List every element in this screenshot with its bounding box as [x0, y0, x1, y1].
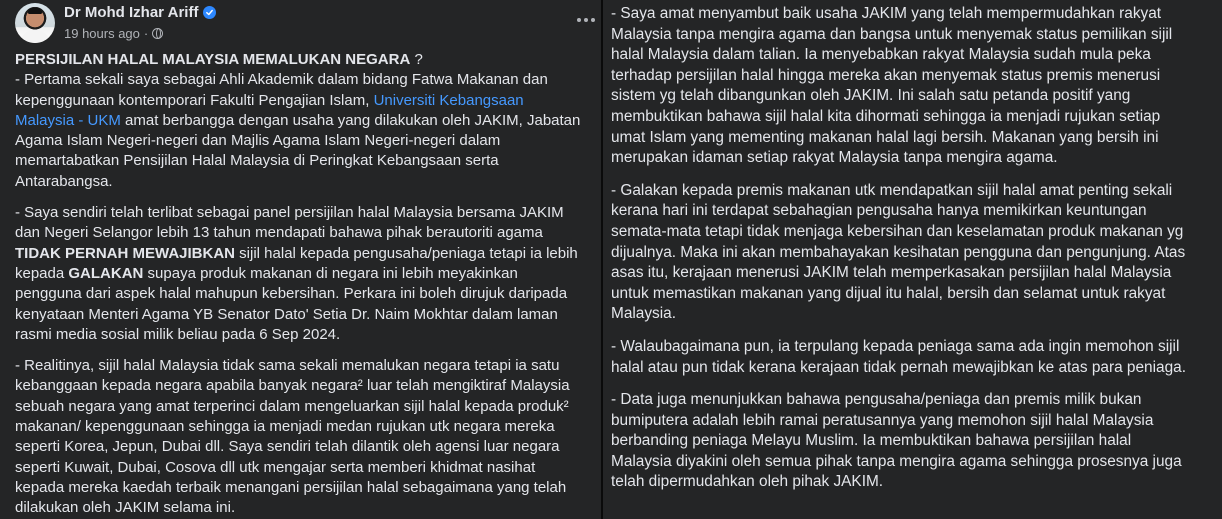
- text-line: [15, 264, 587, 284]
- text-span: kepada: [15, 264, 69, 282]
- post-timestamp[interactable]: 19 hours ago: [64, 26, 140, 41]
- more-options-icon[interactable]: [575, 12, 597, 28]
- text-line: umat Islam yang mementing makanan halal lagi bersih. Makanan yang bersih ini: [611, 128, 1159, 146]
- post-body-right: [611, 0, 1222, 493]
- text-line: berbanding peniaga Melayu Muslim. Ia membuktikan bahawa persijilan halal: [611, 432, 1132, 450]
- text-line: Antarabangsa.: [15, 172, 113, 190]
- post-title: [15, 50, 587, 70]
- text-line: kerana hari ini terdapat sebahagian pengusaha hanya memikirkan keuntungan: [611, 202, 1147, 220]
- author-avatar[interactable]: [15, 3, 55, 43]
- text-line: sistem yg telah dibangunkan oleh JAKIM. Ini salah satu petanda positif yang: [611, 87, 1131, 105]
- text-line: pengguna dari aspek halal mahupun kebersihan. Perkara ini boleh dirujuk daripada: [15, 285, 568, 303]
- text-line: merupakan idaman setiap rakyat Malaysia tanpa mengira agama.: [611, 149, 1058, 167]
- text-line: - Saya amat menyambut baik usaha JAKIM yang telah mempermudahkan rakyat: [611, 5, 1162, 22]
- text-line: makanan/ kepenggunaan sehingga ia menjadi medan rujukan utk negara mereka: [15, 418, 555, 436]
- text-line: Malaysia tanpa mengira agama dan bangsa untuk menyemak status pemilikan sijil: [611, 25, 1173, 43]
- author-name[interactable]: Dr Mohd Izhar Ariff: [64, 4, 199, 21]
- ukm-link[interactable]: Universiti Kebangsaan: [373, 91, 524, 109]
- text-line: dijualnya. Maka ini akan membahayakan kesihatan pengguna dan pengunjung. Atas: [611, 243, 1186, 261]
- text-line: untuk memastikan makanan yang dijual itu halal, bersih dan selamat untuk rakyat: [611, 284, 1166, 302]
- bold-emphasis: GALAKAN: [68, 264, 144, 282]
- text-line: memartabatkan Pensijilan Halal Malaysia di Peringkat Kebangsaan serta: [15, 152, 499, 170]
- text-line: Agama Islam Negeri-negeri dan Majlis Agama Islam Negeri-negeri dalam: [15, 132, 501, 150]
- text-line: - Realitinya, sijil halal Malaysia tidak sama sekali memalukan negara tetapi ia satu: [15, 357, 560, 375]
- text-line: dilakukan oleh JAKIM selama ini.: [15, 499, 236, 517]
- text-line: Malaysia.: [611, 305, 677, 323]
- ukm-link-cont[interactable]: Malaysia - UKM: [15, 111, 121, 129]
- text-span: supaya produk makanan di negara ini lebih meyakinkan: [143, 264, 518, 282]
- text-line: asas itu, kerajaan menerusi JAKIM telah memperkasakan persijilan halal Malaysia: [611, 264, 1172, 282]
- text-line: halal atau pun tidak kerana kerajaan tidak pernah mewajibkan ke atas para peniaga.: [611, 358, 1186, 376]
- text-line: kepada mereka kaedah terbaik menangani persijilan halal sebagaimana yang telah: [15, 478, 567, 496]
- text-span: amat berbangga dengan usaha yang dilakukan oleh JAKIM, Jabatan: [120, 111, 581, 129]
- text-span: kepenggunaan kontemporari Fakulti Pengajian Islam,: [15, 91, 374, 109]
- avatar-shoulders: [20, 30, 50, 43]
- text-line: - Saya sendiri telah terlibat sebagai panel persijilan halal Malaysia bersama JAKIM: [15, 204, 564, 222]
- text-line: [15, 91, 587, 111]
- text-line: membuktikan bahawa sijil halal kita dihormati sehingga ia menjadi rujukan setiap: [611, 107, 1161, 125]
- dot-separator: ·: [143, 26, 149, 41]
- text-line: sebuah negara yang amat terperinci dalam mengeluarkan sijil halal kepada produk²: [15, 397, 569, 415]
- post-meta: [64, 26, 163, 41]
- post-title-text: PERSIJILAN HALAL MALAYSIA MEMALUKAN NEGARA: [15, 51, 411, 68]
- text-line: - Galakan kepada premis makanan utk mendapatkan sijil halal amat penting sekali: [611, 181, 1173, 199]
- post-left-panel: [0, 0, 601, 519]
- text-line: Malaysia diyakini oleh semua pihak tanpa mengira agama sehingga prosesnya juga: [611, 452, 1182, 470]
- post-right-panel: [603, 0, 1222, 519]
- public-globe-icon[interactable]: [152, 28, 163, 39]
- text-line: [15, 244, 587, 264]
- text-line: - Data juga menunjukkan bahawa pengusaha/peniaga dan premis milik bukan: [611, 391, 1142, 409]
- text-line: [15, 111, 587, 131]
- text-line: seperti Kuwait, Dubai, Cosova dll utk mengajar serta memberi khidmat nasihat: [15, 458, 536, 476]
- text-line: seperti Korea, Jepun, Dubai dll. Saya sendiri telah dilantik oleh agensi luar negara: [15, 438, 560, 456]
- post-title-suffix: ?: [410, 51, 423, 68]
- post-header: [15, 0, 587, 50]
- author-line: [64, 4, 216, 21]
- text-line: - Walaubagaimana pun, ia terpulang kepada peniaga sama ada ingin memohon sijil: [611, 337, 1180, 355]
- bold-emphasis: TIDAK PERNAH MEWAJIBKAN: [15, 244, 236, 262]
- text-span: sijil halal kepada pengusaha/peniaga tetapi ia lebih: [235, 244, 578, 262]
- text-line: terhadap persijilan halal hingga mereka akan menyemak status premis menerusi: [611, 66, 1161, 84]
- text-line: kebanggaan kepada negara apabila banyak negara² luar telah mengiktiraf Malaysia: [15, 377, 570, 395]
- post-body-left: [15, 50, 587, 519]
- text-line: kenyataan Menteri Agama YB Senator Dato' Setia Dr. Naim Mokhtar dalam laman: [15, 305, 558, 323]
- text-line: semata-mata tetapi tidak menjaga kebersihan dan keselamatan produk makanan yg: [611, 222, 1184, 240]
- text-line: dan Negeri Selangor lebih 13 tahun mendapati bahawa pihak berautoriti agama: [15, 224, 543, 242]
- verified-badge-icon: [203, 6, 216, 19]
- text-line: - Pertama sekali saya sebagai Ahli Akademik dalam bidang Fatwa Makanan dan: [15, 71, 548, 89]
- text-line: halal Malaysia dalam talian. Ia menyebabkan rakyat Malaysia sudah mula peka: [611, 46, 1151, 64]
- text-line: bumiputera adalah lebih ramai peratusannya yang memohon sijil halal Malaysia: [611, 411, 1154, 429]
- avatar-cap: [28, 8, 42, 14]
- text-line: rasmi media sosial milik beliau pada 6 Sep 2024.: [15, 325, 341, 343]
- text-line: telah dipermudahkan oleh pihak JAKIM.: [611, 473, 884, 491]
